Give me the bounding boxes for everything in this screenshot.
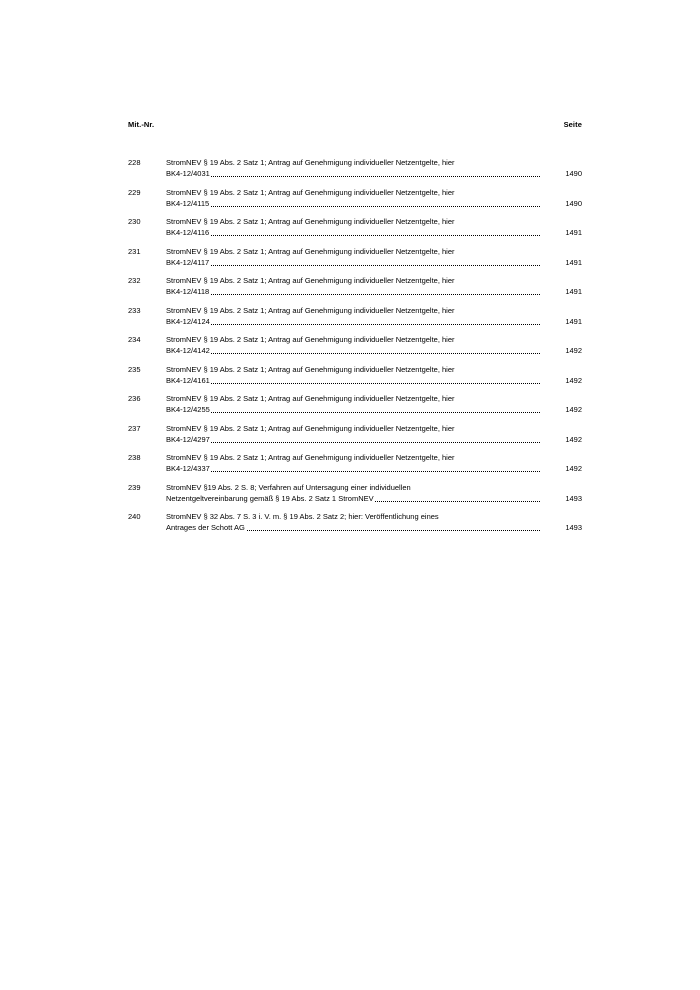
toc-entry-title xyxy=(166,334,546,356)
toc-entry-title xyxy=(166,393,546,415)
toc-entry-page: 1490 xyxy=(565,198,582,208)
toc-entry-title-line2-text: BK4-12/4337 xyxy=(166,464,210,473)
toc-entry-title-line2 xyxy=(166,434,540,445)
toc-entry-number: 232 xyxy=(128,276,141,285)
toc-entry-title xyxy=(166,216,546,238)
toc-entry-title-line2-text: Netzentgeltvereinbarung gemäß § 19 Abs. 2 Satz 1 StromNEV xyxy=(166,493,374,503)
toc-entry-title xyxy=(166,157,546,179)
toc-entry-number: 231 xyxy=(128,246,141,256)
toc-entry-title-line2-text: Antrages der Schott AG xyxy=(166,523,245,532)
toc-dot-leader xyxy=(166,324,540,325)
toc-entry-title-line1: StromNEV § 19 Abs. 2 Satz 1; Antrag auf Genehmigung individueller Netzentgelte, hier xyxy=(166,305,455,315)
toc-entry-page: 1491 xyxy=(565,257,582,267)
toc-entry-title xyxy=(166,275,546,297)
toc-entry-number: 236 xyxy=(128,394,141,403)
toc-dot-leader xyxy=(166,412,540,413)
toc-dot-leader xyxy=(166,176,540,177)
toc-entry[interactable] xyxy=(128,423,582,445)
toc-entry-title-line2 xyxy=(166,198,540,209)
toc-entry-title-line1: StromNEV § 19 Abs. 2 Satz 1; Antrag auf Genehmigung individueller Netzentgelte, hier xyxy=(166,217,455,226)
toc-entry-title xyxy=(166,423,546,445)
toc-entry-title-line1: StromNEV § 19 Abs. 2 Satz 1; Antrag auf Genehmigung individueller Netzentgelte, hier xyxy=(166,335,455,344)
toc-entry-number: 234 xyxy=(128,335,141,344)
toc-entry-number: 239 xyxy=(128,482,141,492)
toc-content xyxy=(128,120,582,541)
toc-entry-page: 1492 xyxy=(565,346,582,355)
toc-entry-page: 1492 xyxy=(565,464,582,473)
toc-entry-title-line1: StromNEV § 19 Abs. 2 Satz 1; Antrag auf Genehmigung individueller Netzentgelte, hier xyxy=(166,364,455,374)
toc-entry-page: 1491 xyxy=(565,316,582,326)
toc-entry-title-line1: StromNEV § 19 Abs. 2 Satz 1; Antrag auf Genehmigung individueller Netzentgelte, hier xyxy=(166,158,455,167)
toc-entry-title-line2 xyxy=(166,257,540,268)
toc-entry-title-line1: StromNEV § 19 Abs. 2 Satz 1; Antrag auf Genehmigung individueller Netzentgelte, hier xyxy=(166,276,455,285)
toc-entry-number: 229 xyxy=(128,187,141,197)
toc-entry-title-line2-text: BK4-12/4161 xyxy=(166,375,210,385)
toc-entry-title-line2-text: BK4-12/4124 xyxy=(166,316,210,326)
toc-dot-leader xyxy=(166,383,540,384)
toc-entry-title-line1: StromNEV § 19 Abs. 2 Satz 1; Antrag auf Genehmigung individueller Netzentgelte, hier xyxy=(166,246,455,256)
toc-entry[interactable] xyxy=(128,482,582,504)
toc-entry-title-line1: StromNEV § 19 Abs. 2 Satz 1; Antrag auf Genehmigung individueller Netzentgelte, hier xyxy=(166,187,455,197)
toc-entry[interactable] xyxy=(128,511,582,533)
toc-entry-title-line2 xyxy=(166,345,540,356)
toc-entry-title-line1: StromNEV §19 Abs. 2 S. 8; Verfahren auf Untersagung einer individuellen xyxy=(166,482,411,492)
toc-dot-leader xyxy=(166,294,540,295)
toc-entry-title xyxy=(166,187,546,209)
toc-entry-title-line2-text: BK4-12/4115 xyxy=(166,198,210,208)
toc-dot-leader xyxy=(166,442,540,443)
toc-entry-title-line2 xyxy=(166,316,540,327)
toc-entry-title-line2 xyxy=(166,493,540,504)
toc-entry[interactable] xyxy=(128,246,582,268)
toc-entry-page: 1490 xyxy=(565,169,582,178)
toc-entry-number: 230 xyxy=(128,217,141,226)
toc-entry-title xyxy=(166,482,546,504)
toc-entry-title-line2-text: BK4-12/4118 xyxy=(166,287,210,296)
toc-entry-title-line2 xyxy=(166,286,540,297)
toc-entry-title xyxy=(166,246,546,268)
toc-entry[interactable] xyxy=(128,216,582,238)
toc-entry-title-line2 xyxy=(166,404,540,415)
toc-entry[interactable] xyxy=(128,334,582,356)
toc-entry-title-line2-text: BK4-12/4255 xyxy=(166,405,210,414)
toc-entry-number: 237 xyxy=(128,423,141,433)
column-header-page: Seite xyxy=(563,120,582,129)
toc-entry-page: 1491 xyxy=(565,287,582,296)
toc-entry-number: 235 xyxy=(128,364,141,374)
toc-entry-title-line2 xyxy=(166,375,540,386)
toc-entry-number: 228 xyxy=(128,158,141,167)
toc-entry-number: 233 xyxy=(128,305,141,315)
toc-entry-title xyxy=(166,452,546,474)
toc-entry-page: 1492 xyxy=(565,375,582,385)
toc-entry[interactable] xyxy=(128,452,582,474)
toc-header xyxy=(128,120,582,129)
toc-entry-page: 1493 xyxy=(565,523,582,532)
toc-entry[interactable] xyxy=(128,305,582,327)
toc-entry-page: 1492 xyxy=(565,405,582,414)
toc-dot-leader xyxy=(166,471,540,472)
toc-entry-title xyxy=(166,511,546,533)
toc-entry[interactable] xyxy=(128,157,582,179)
toc-entry-title-line1: StromNEV § 32 Abs. 7 S. 3 i. V. m. § 19 Abs. 2 Satz 2; hier: Veröffentlichung eines xyxy=(166,512,439,521)
toc-entry-title-line1: StromNEV § 19 Abs. 2 Satz 1; Antrag auf Genehmigung individueller Netzentgelte, hier xyxy=(166,453,455,462)
toc-entry-title-line2 xyxy=(166,463,540,474)
toc-entry-title-line1: StromNEV § 19 Abs. 2 Satz 1; Antrag auf Genehmigung individueller Netzentgelte, hier xyxy=(166,423,455,433)
toc-entry-page: 1491 xyxy=(565,228,582,237)
toc-entry-title-line2 xyxy=(166,168,540,179)
toc-dot-leader xyxy=(166,353,540,354)
toc-entry-title-line2 xyxy=(166,522,540,533)
toc-dot-leader xyxy=(166,265,540,266)
toc-entry-number: 238 xyxy=(128,453,141,462)
toc-entry-title-line2-text: BK4-12/4142 xyxy=(166,346,210,355)
toc-entry[interactable] xyxy=(128,275,582,297)
toc-entry-title-line1: StromNEV § 19 Abs. 2 Satz 1; Antrag auf Genehmigung individueller Netzentgelte, hier xyxy=(166,394,455,403)
toc-dot-leader xyxy=(166,235,540,236)
toc-entry-title-line2-text: BK4-12/4297 xyxy=(166,434,210,444)
toc-entry[interactable] xyxy=(128,364,582,386)
toc-entry-title xyxy=(166,305,546,327)
toc-entry-page: 1492 xyxy=(565,434,582,444)
toc-entry-page: 1493 xyxy=(565,493,582,503)
toc-dot-leader xyxy=(166,206,540,207)
toc-entry-title xyxy=(166,364,546,386)
toc-entry-title-line2-text: BK4-12/4116 xyxy=(166,228,210,237)
toc-entry-number: 240 xyxy=(128,512,141,521)
toc-entry-title-line2 xyxy=(166,227,540,238)
toc-list xyxy=(128,157,582,533)
toc-entry-title-line2-text: BK4-12/4031 xyxy=(166,169,210,178)
column-header-number: Mit.-Nr. xyxy=(128,120,155,129)
toc-entry[interactable] xyxy=(128,187,582,209)
toc-entry[interactable] xyxy=(128,393,582,415)
toc-entry-title-line2-text: BK4-12/4117 xyxy=(166,257,210,267)
